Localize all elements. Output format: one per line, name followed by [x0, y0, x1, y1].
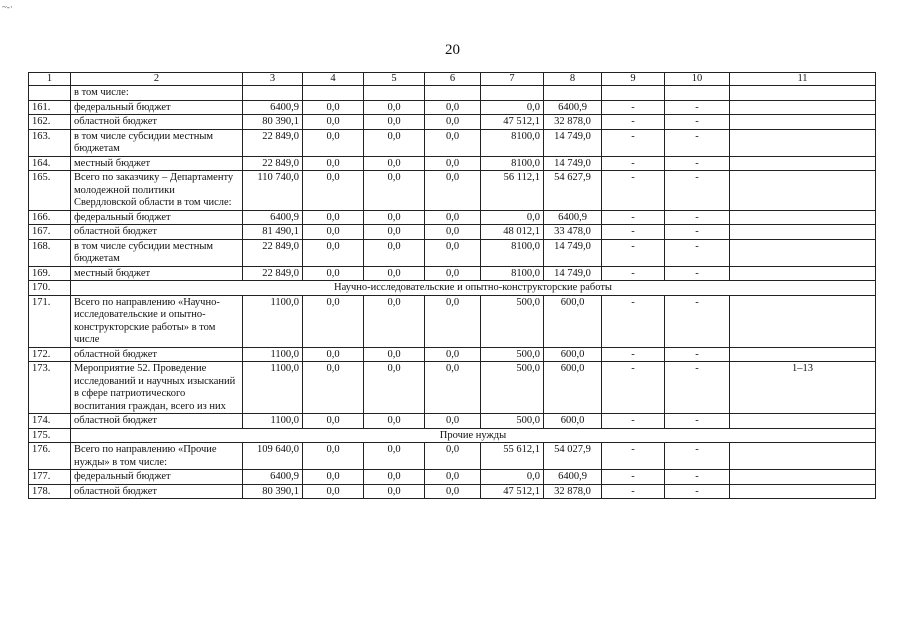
cell-col-9: - [602, 156, 665, 171]
cell-col-7: 47 512,1 [481, 484, 544, 499]
cell-col-3: 22 849,0 [243, 266, 303, 281]
cell-col-8: 33 478,0 [544, 225, 602, 240]
row-number: 164. [29, 156, 71, 171]
section-title: Научно-исследовательские и опытно-конструкторские работы [71, 281, 876, 296]
row-number: 178. [29, 484, 71, 499]
cell-col-8: 32 878,0 [544, 115, 602, 130]
cell-col-5: 0,0 [364, 171, 425, 211]
cell-col-10: - [665, 100, 730, 115]
row-number: 176. [29, 443, 71, 470]
header-col-9: 9 [602, 73, 665, 86]
row-number: 169. [29, 266, 71, 281]
row-name: областной бюджет [71, 225, 243, 240]
row-name: Всего по заказчику – Департаменту молодежной политики Свердловской области в том числе: [71, 171, 243, 211]
row-number: 175. [29, 428, 71, 443]
header-col-5: 5 [364, 73, 425, 86]
header-col-4: 4 [303, 73, 364, 86]
cell-col-9: - [602, 225, 665, 240]
cell-col-3: 1100,0 [243, 362, 303, 414]
row-number: 172. [29, 347, 71, 362]
cell-col-4: 0,0 [303, 225, 364, 240]
carryover-row [29, 86, 876, 101]
cell-col-4: 0,0 [303, 295, 364, 347]
cell-col-5: 0,0 [364, 129, 425, 156]
cell-col-10: - [665, 210, 730, 225]
cell-col-8: 14 749,0 [544, 156, 602, 171]
cell-col-11 [730, 295, 876, 347]
row-number: 167. [29, 225, 71, 240]
row-name: областной бюджет [71, 115, 243, 130]
cell-col-3: 6400,9 [243, 210, 303, 225]
cell-col-7: 8100,0 [481, 266, 544, 281]
row-name: местный бюджет [71, 266, 243, 281]
empty-cell [425, 86, 481, 101]
cell-col-3: 109 640,0 [243, 443, 303, 470]
cell-col-7: 500,0 [481, 414, 544, 429]
cell-col-10: - [665, 225, 730, 240]
row-number: 170. [29, 281, 71, 296]
cell-col-5: 0,0 [364, 443, 425, 470]
cell-col-11 [730, 100, 876, 115]
cell-col-11 [730, 171, 876, 211]
cell-col-4: 0,0 [303, 100, 364, 115]
cell-col-3: 6400,9 [243, 470, 303, 485]
cell-col-8: 14 749,0 [544, 239, 602, 266]
header-col-10: 10 [665, 73, 730, 86]
cell-col-10: - [665, 484, 730, 499]
cell-col-11 [730, 115, 876, 130]
cell-col-6: 0,0 [425, 295, 481, 347]
cell-col-11 [730, 225, 876, 240]
cell-col-6: 0,0 [425, 414, 481, 429]
cell-col-10: - [665, 239, 730, 266]
cell-col-9: - [602, 347, 665, 362]
cell-col-7: 500,0 [481, 295, 544, 347]
cell-col-8: 600,0 [544, 295, 602, 347]
header-col-8: 8 [544, 73, 602, 86]
header-col-1: 1 [29, 73, 71, 86]
row-number: 168. [29, 239, 71, 266]
cell-col-10: - [665, 443, 730, 470]
row-number: 162. [29, 115, 71, 130]
cell-col-10: - [665, 115, 730, 130]
cell-col-7: 500,0 [481, 362, 544, 414]
cell-col-5: 0,0 [364, 362, 425, 414]
empty-cell [665, 86, 730, 101]
cell-col-3: 1100,0 [243, 347, 303, 362]
cell-col-4: 0,0 [303, 362, 364, 414]
cell-col-8: 6400,9 [544, 100, 602, 115]
cell-col-6: 0,0 [425, 156, 481, 171]
cell-col-11 [730, 414, 876, 429]
header-col-2: 2 [71, 73, 243, 86]
row-number: 173. [29, 362, 71, 414]
row-name: Всего по направлению «Прочие нужды» в том числе: [71, 443, 243, 470]
row-number: 166. [29, 210, 71, 225]
cell-col-3: 6400,9 [243, 100, 303, 115]
cell-col-4: 0,0 [303, 115, 364, 130]
cell-col-6: 0,0 [425, 484, 481, 499]
table-row [29, 295, 876, 347]
cell-col-5: 0,0 [364, 295, 425, 347]
budget-table [28, 72, 876, 499]
row-number: 165. [29, 171, 71, 211]
cell-col-11 [730, 266, 876, 281]
row-number: 161. [29, 100, 71, 115]
cell-col-5: 0,0 [364, 156, 425, 171]
table-row [29, 414, 876, 429]
cell-col-11: 1–13 [730, 362, 876, 414]
cell-col-11 [730, 347, 876, 362]
row-name: областной бюджет [71, 414, 243, 429]
row-name: федеральный бюджет [71, 100, 243, 115]
page-number: 20 [445, 42, 460, 58]
table-row [29, 100, 876, 115]
cell-col-4: 0,0 [303, 414, 364, 429]
cell-col-7: 56 112,1 [481, 171, 544, 211]
cell-col-4: 0,0 [303, 443, 364, 470]
cell-col-5: 0,0 [364, 210, 425, 225]
cell-col-7: 48 012,1 [481, 225, 544, 240]
header-col-11: 11 [730, 73, 876, 86]
cell-col-6: 0,0 [425, 100, 481, 115]
cell-col-8: 14 749,0 [544, 266, 602, 281]
cell-col-7: 0,0 [481, 210, 544, 225]
table-row [29, 484, 876, 499]
row-name: Всего по направлению «Научно-исследовательские и опытно-конструкторские работы» в том числе [71, 295, 243, 347]
row-number: 177. [29, 470, 71, 485]
row-name: областной бюджет [71, 484, 243, 499]
cell-col-6: 0,0 [425, 362, 481, 414]
cell-col-5: 0,0 [364, 414, 425, 429]
cell-col-6: 0,0 [425, 239, 481, 266]
cell-col-6: 0,0 [425, 210, 481, 225]
table-header [29, 73, 876, 86]
table-row [29, 470, 876, 485]
table-row [29, 171, 876, 211]
empty-cell [303, 86, 364, 101]
cell-col-9: - [602, 484, 665, 499]
row-name: в том числе субсидии местным бюджетам [71, 239, 243, 266]
cell-col-5: 0,0 [364, 225, 425, 240]
cell-col-10: - [665, 362, 730, 414]
cell-col-7: 47 512,1 [481, 115, 544, 130]
section-row [29, 428, 876, 443]
table-row [29, 225, 876, 240]
cell-col-6: 0,0 [425, 225, 481, 240]
cell-col-10: - [665, 470, 730, 485]
table-body [29, 86, 876, 499]
cell-col-8: 600,0 [544, 362, 602, 414]
row-name: местный бюджет [71, 156, 243, 171]
cell-col-10: - [665, 129, 730, 156]
cell-col-7: 55 612,1 [481, 443, 544, 470]
cell-col-10: - [665, 414, 730, 429]
cell-col-9: - [602, 470, 665, 485]
row-name: Мероприятие 52. Проведение исследований и научных изысканий в сфере патриотического воспитания граждан, всего из них [71, 362, 243, 414]
cell-col-9: - [602, 115, 665, 130]
cell-col-8: 6400,9 [544, 210, 602, 225]
cell-col-6: 0,0 [425, 470, 481, 485]
cell-col-7: 0,0 [481, 100, 544, 115]
cell-col-3: 110 740,0 [243, 171, 303, 211]
cell-col-9: - [602, 210, 665, 225]
cell-col-11 [730, 129, 876, 156]
cell-col-7: 500,0 [481, 347, 544, 362]
cell-col-3: 81 490,1 [243, 225, 303, 240]
cell-col-3: 22 849,0 [243, 239, 303, 266]
carryover-num-cell [29, 86, 71, 101]
cell-col-7: 8100,0 [481, 129, 544, 156]
table-row [29, 156, 876, 171]
cell-col-3: 80 390,1 [243, 115, 303, 130]
cell-col-4: 0,0 [303, 470, 364, 485]
table-row [29, 347, 876, 362]
row-name: федеральный бюджет [71, 210, 243, 225]
header-row [29, 73, 876, 86]
cell-col-10: - [665, 156, 730, 171]
cell-col-10: - [665, 347, 730, 362]
cell-col-8: 32 878,0 [544, 484, 602, 499]
cell-col-5: 0,0 [364, 470, 425, 485]
cell-col-5: 0,0 [364, 239, 425, 266]
cell-col-9: - [602, 100, 665, 115]
cell-col-10: - [665, 171, 730, 211]
empty-cell [364, 86, 425, 101]
row-name: областной бюджет [71, 347, 243, 362]
cell-col-6: 0,0 [425, 443, 481, 470]
header-col-6: 6 [425, 73, 481, 86]
cell-col-8: 14 749,0 [544, 129, 602, 156]
cell-col-10: - [665, 295, 730, 347]
table-row [29, 362, 876, 414]
cell-col-4: 0,0 [303, 266, 364, 281]
cell-col-11 [730, 470, 876, 485]
cell-col-8: 6400,9 [544, 470, 602, 485]
section-title: Прочие нужды [71, 428, 876, 443]
cell-col-4: 0,0 [303, 347, 364, 362]
cell-col-9: - [602, 443, 665, 470]
cell-col-5: 0,0 [364, 100, 425, 115]
cell-col-11 [730, 156, 876, 171]
cell-col-3: 22 849,0 [243, 129, 303, 156]
row-number: 171. [29, 295, 71, 347]
cell-col-4: 0,0 [303, 484, 364, 499]
cell-col-11 [730, 484, 876, 499]
cell-col-11 [730, 210, 876, 225]
table-row [29, 210, 876, 225]
cell-col-5: 0,0 [364, 266, 425, 281]
empty-cell [730, 86, 876, 101]
cell-col-6: 0,0 [425, 115, 481, 130]
cell-col-11 [730, 443, 876, 470]
cell-col-8: 54 627,9 [544, 171, 602, 211]
row-number: 163. [29, 129, 71, 156]
header-col-7: 7 [481, 73, 544, 86]
header-col-3: 3 [243, 73, 303, 86]
empty-cell [243, 86, 303, 101]
table-row [29, 115, 876, 130]
cell-col-9: - [602, 239, 665, 266]
cell-col-9: - [602, 129, 665, 156]
cell-col-8: 600,0 [544, 347, 602, 362]
table-row [29, 266, 876, 281]
empty-cell [544, 86, 602, 101]
cell-col-3: 1100,0 [243, 295, 303, 347]
cell-col-11 [730, 239, 876, 266]
cell-col-7: 8100,0 [481, 239, 544, 266]
cell-col-3: 1100,0 [243, 414, 303, 429]
cell-col-10: - [665, 266, 730, 281]
table-row [29, 129, 876, 156]
cell-col-5: 0,0 [364, 115, 425, 130]
cell-col-8: 600,0 [544, 414, 602, 429]
section-row [29, 281, 876, 296]
cell-col-4: 0,0 [303, 239, 364, 266]
cell-col-7: 8100,0 [481, 156, 544, 171]
empty-cell [602, 86, 665, 101]
cell-col-6: 0,0 [425, 347, 481, 362]
cell-col-9: - [602, 266, 665, 281]
cell-col-9: - [602, 171, 665, 211]
cell-col-6: 0,0 [425, 129, 481, 156]
cell-col-9: - [602, 362, 665, 414]
table-row [29, 239, 876, 266]
cell-col-3: 22 849,0 [243, 156, 303, 171]
cell-col-6: 0,0 [425, 266, 481, 281]
cell-col-9: - [602, 295, 665, 347]
row-name: федеральный бюджет [71, 470, 243, 485]
cell-col-4: 0,0 [303, 210, 364, 225]
cell-col-4: 0,0 [303, 156, 364, 171]
scan-corner-mark: ~-· [2, 2, 13, 12]
cell-col-9: - [602, 414, 665, 429]
cell-col-8: 54 027,9 [544, 443, 602, 470]
cell-col-5: 0,0 [364, 347, 425, 362]
empty-cell [481, 86, 544, 101]
cell-col-4: 0,0 [303, 129, 364, 156]
cell-col-4: 0,0 [303, 171, 364, 211]
cell-col-6: 0,0 [425, 171, 481, 211]
cell-col-7: 0,0 [481, 470, 544, 485]
cell-col-3: 80 390,1 [243, 484, 303, 499]
cell-col-5: 0,0 [364, 484, 425, 499]
row-number: 174. [29, 414, 71, 429]
table-row [29, 443, 876, 470]
row-name: в том числе субсидии местным бюджетам [71, 129, 243, 156]
carryover-text: в том числе: [71, 86, 243, 101]
